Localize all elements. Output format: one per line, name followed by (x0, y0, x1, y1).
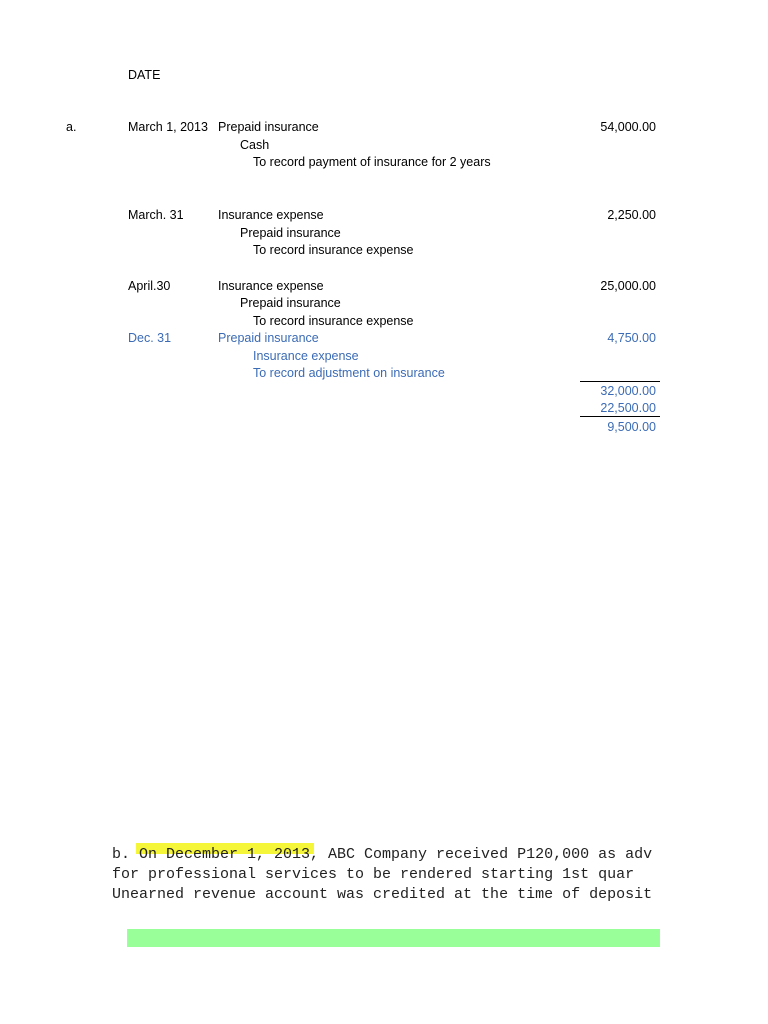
part-a-label: a. (66, 120, 77, 134)
entry-memo: To record insurance expense (253, 243, 414, 257)
entry-amount: 54,000.00 (600, 120, 656, 134)
total-rule (580, 416, 660, 417)
part-b-line: for professional services to be rendered starting 1st quar (112, 866, 635, 883)
entry-credit-account: Cash (240, 138, 270, 152)
adjustment-debit-account: Prepaid insurance (218, 331, 319, 345)
total-value: 32,000.00 (600, 384, 656, 398)
total-rule (580, 381, 660, 382)
entry-debit-account: Insurance expense (218, 208, 324, 222)
part-b-line: Unearned revenue account was credited at the time of deposit (112, 886, 653, 903)
adjustment-date: Dec. 31 (128, 331, 172, 345)
entry-date: March. 31 (128, 208, 184, 222)
green-highlight-bar (127, 929, 660, 947)
total-value: 9,500.00 (607, 420, 656, 434)
entry-memo: To record payment of insurance for 2 years (253, 155, 491, 169)
entry-date: April.30 (128, 279, 171, 293)
entry-date: March 1, 2013 (128, 120, 208, 134)
total-value: 22,500.00 (600, 401, 656, 415)
entry-credit-account: Prepaid insurance (240, 296, 341, 310)
entry-amount: 25,000.00 (600, 279, 656, 293)
date-column-header: DATE (128, 68, 161, 82)
entry-amount: 2,250.00 (607, 208, 656, 222)
entry-credit-account: Prepaid insurance (240, 226, 341, 240)
entry-memo: To record insurance expense (253, 314, 414, 328)
adjustment-amount: 4,750.00 (607, 331, 656, 345)
adjustment-credit-account: Insurance expense (253, 349, 359, 363)
adjustment-memo: To record adjustment on insurance (253, 366, 445, 380)
part-b-line: b. On December 1, 2013, ABC Company received P120,000 as adv (112, 846, 653, 863)
entry-debit-account: Prepaid insurance (218, 120, 319, 134)
entry-debit-account: Insurance expense (218, 279, 324, 293)
